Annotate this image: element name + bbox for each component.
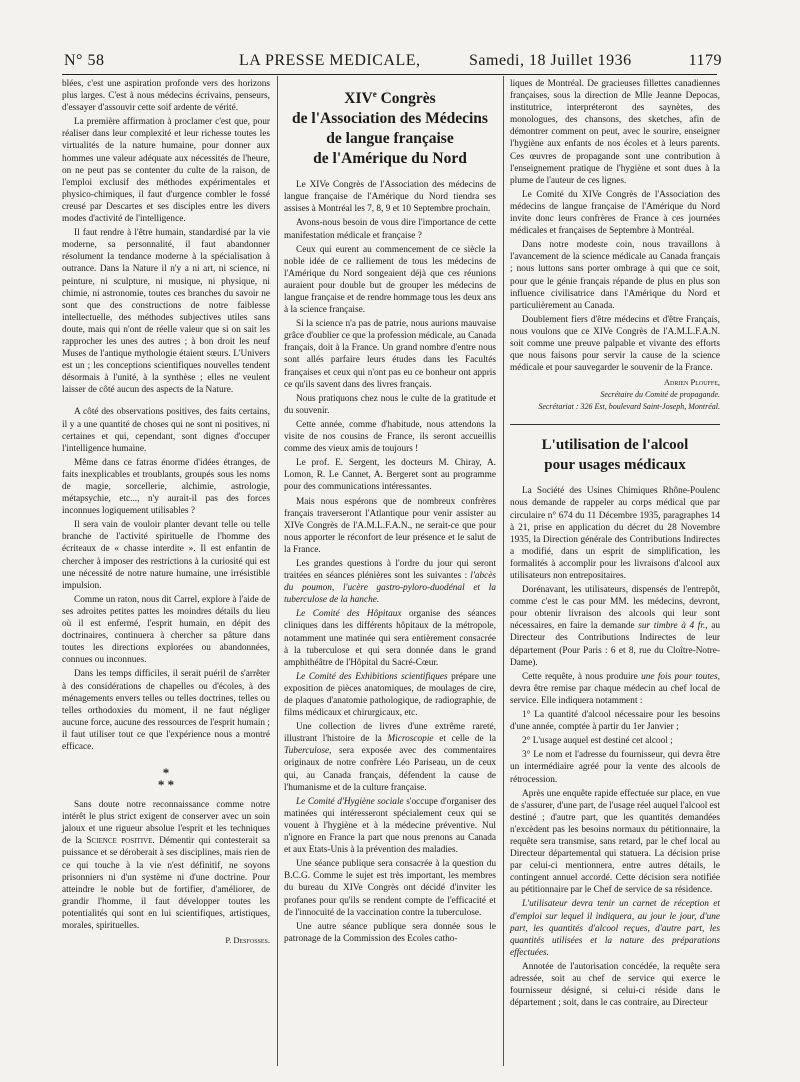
paragraph: Dans les temps difficiles, il serait puéril de s'arrêter à des considérations de chapelles ou d'écoles, à des ménagements envers telles ou telles doctrines, telles ou telles orthodoxies du moment, il ne faut négliger aucune force, aucune des ressources de l'esprit humain ; il faut utiliser tout ce que l'expérience nous a montré efficace.	[62, 669, 270, 752]
paragraph: Une autre séance publique sera donnée sous le patronage de la Commission des Ecoles catho-	[284, 921, 496, 944]
paragraph: A côté des observations positives, des faits certains, il y a une quantité de choses qui ne sont ni positives, ni certaines et qui, cependant, sont dignes d'occuper l'intelligence humaine.	[62, 407, 270, 454]
paragraph: Cette année, comme d'habitude, nous attendons la visite de nos cousins de France, ils seront accueillis comme des vieux amis de toujours !	[284, 419, 496, 455]
paragraph: Après une enquête rapide effectuée sur place, en vue de s'assurer, d'une part, de l'usage réel auquel l'alcool est destiné ; d'autre part, que les quantités demandées n'excèdent pas les besoins normaux du pétitionnaire, la requête sera transmise, sans retard, par le chef local au Directeur départemental qui statuera. La décision prise par celui-ci mentionnera, entre autres détails, le contingent annuel accordé. Cette décision sera notifiée au pétitionnaire par le Chef de service de sa résidence.	[510, 788, 721, 896]
paragraph: Le Comité des Exhibitions scientifiques prépare une exposition de pièces anatomiques, de moulages de cire, de plaques d'anatomie pathologique, de radiographie, de films médicaux et chirurgicaux, etc.	[284, 671, 496, 719]
paragraph: Mais nous espérons que de nombreux confrères français traverseront l'Atlantique pour venir assister au XIVe Congrès de l'A.M.L.F.A.N., ne serait-ce que pour nous apporter le réconfort de leur présence et le salut de la France.	[284, 496, 496, 555]
section-break-stars: * * *	[157, 765, 175, 793]
paragraph: Si la science n'a pas de patrie, nous aurions mauvaise grâce d'oublier ce que la profession médicale, au Canada français, doit à la France. Un grand nombre d'entre nous sont allés parfaire leurs études dans les Facultés françaises et ceux qui n'ont pas eu ce bonheur ont appris ce qu'ils savent dans des livres français.	[284, 319, 496, 390]
column-separator	[503, 76, 504, 1066]
paragraph: Ceux qui eurent au commencement de ce siècle la noble idée de ce ralliement de tous les médecins de l'Amérique du Nord songeaient déjà que ces réunions auraient pour double but de grouper les médecins de langue française et de rendre hommage tous les deux ans à la science française.	[284, 244, 496, 316]
paragraph: Dans notre modeste coin, nous travaillons à l'avancement de la science médicale au Canada français ; nous luttons sans porter ombrage à qui que ce soit, pour que le génie français répande de plus en plus son influence civilisatrice dans l'Amérique du Nord et particulièrement au Canada.	[510, 240, 720, 311]
paragraph: Il faut rendre à l'être humain, standardisé par la vie moderne, sa personnalité, il faut abandonner résolument la tendance moderne à la spécialisation à outrance. Dans la Nature il n'y a ni art, ni science, ni peinture, ni sculpture, ni musique, ni physique, ni chimie, ni astronomie, toutes ces branches du savoir ne sont que des constructions de notre faiblesse intellectuelle, des méthodes subjectives utiles sans doute, mais qui n'ont de réelle valeur que si on sait les rapprocher les unes des autres ; à bon droit les neuf Muses de l'antique mythologie étaient sœurs. L'Univers est un ; les conceptions scientifiques nouvelles tendent désormais à l'unité, à la synthèse ; elles ne veulent laisser de côté aucun des aspects de la Nature.	[62, 228, 270, 396]
column-1	[62, 78, 270, 948]
paragraph: Comme un raton, nous dit Carrel, explore à l'aide de ses adroites petites pattes les moindres détails du lieu où il est enfermé, l'esprit humain, en dépit des doctrinaires, continuera à chercher sa pâture dans toutes les directions explorées ou abandonnées, connues ou inconnues.	[62, 594, 270, 666]
paragraph: L'utilisateur devra tenir un carnet de réception et d'emploi sur lequel il indiquera, au jour le jour, d'une part, les quantités d'alcool reçues, d'autre part, les quantités utilisées et la nature des préparations effectuées.	[510, 899, 720, 958]
secretariat-address: Secrétariat : 326 Est, boulevard Saint-Joseph, Montréal.	[538, 402, 720, 412]
paragraph: Sans doute notre reconnaissance comme notre intérêt le plus strict exigent de conserver avec un soin jaloux et une rigueur absolue l'esprit et les techniques de la Science positive. Démentir qui contesterait sa puissance et se déroberait à ses disciplines, mais rien de ce qui touche à la vie n'est définitif, ne soyons prisonniers ni d'un système ni d'une doctrine. Pour atteindre le noble but de fortifier, d'améliorer, de grandir l'homme, il faut développer toutes les potentialités qui sont en lui scientifiques, artistiques, morales, spirituelles.	[62, 800, 270, 931]
paragraph: Annotée de l'autorisation concédée, la requête sera adressée, soit au chef de service qui exerce le fournisseur désigné, si celui-ci réside dans le département ; soit, dans le cas contraire, au Directeur	[510, 961, 720, 1009]
list-item: 3° Le nom et l'adresse du fournisseur, qui devra être un intermédiaire agréé pour la vente des alcools de rétrocession.	[510, 750, 720, 785]
paragraph: Une séance publique sera consacrée à la question du B.C.G. Comme le sujet est très important, les membres du bureau du XIVe Congrès ont décidé d'inviter les profanes pour qu'ils se rendent compte de l'efficacité et de l'innocuité de la vaccination contre la tuberculose.	[284, 859, 496, 918]
author-role: Secrétaire du Comité de propagande.	[600, 390, 720, 400]
paragraph: liques de Montréal. De gracieuses fillettes canadiennes françaises, sous la direction de Mlle Jeanne Depocas, institutrice, interpréteront des saynètes, des monologues, des chansons, des sketches, afin de démontrer comment on peut, avec le sourire, enseigner l'hygiène aux enfants de nos écoles et à leurs parents. Ces œuvres de propagande sont une contribution à l'enseignement pratique de l'hygiène et sont dues à la plume de l'auteur de ces lignes.	[510, 79, 720, 186]
paragraph: Le Comité d'Hygiène sociale s'occupe d'organiser des matinées qui intéresseront spécialement ceux qui se vouent à l'hygiène et à la médecine préventive. Nul n'ignore en France la part que nous prenons au Canada et aux Etats-Unis à la prévention des maladies.	[284, 796, 496, 856]
column-3	[510, 78, 720, 1011]
paragraph: Il sera vain de vouloir planter devant telle ou telle branche de l'activité spirituelle de l'homme des écriteaux de « chasse interdite ». Il est enfantin de chercher à imposer des restrictions à la curiosité qui est une nécessité de notre nature humaine, une irrésistible impulsion.	[62, 520, 270, 591]
paragraph: Le XIVe Congrès de l'Association des médecins de langue française de l'Amérique du Nord tiendra ses assises à Montréal les 7, 8, 9 et 10 Septembre prochain.	[284, 180, 496, 215]
paragraph: Le Comité des Hôpitaux organise des séances cliniques dans les différents hôpitaux de la métropole, notamment une matinée qui sera entièrement consacrée à la tuberculose et qui sera donnée dans le grand amphithéâtre de l'Hôpital du Sacré-Cœur.	[284, 609, 496, 668]
list-item: 1° La quantité d'alcool nécessaire pour les besoins d'une année, comptée à partir du 1er Janvier ;	[510, 710, 720, 733]
issue-date: Samedi, 18 Juillet 1936	[469, 52, 632, 69]
author-signature: Adrien Plouffe,	[663, 377, 720, 388]
paragraph: blées, c'est une aspiration profonde vers des horizons plus larges. C'est à nous médecins écrivains, penseurs, d'essayer d'assouvir cette soif ardente de vérité.	[62, 79, 270, 114]
paragraph: La Société des Usines Chimiques Rhône-Poulenc nous demande de rappeler au corps médical que par circulaire n° 674 du 11 Décembre 1935, paragraphes 14 à 21, prise en application du décret du 28 Novembre 1935, la Direction générale des Contributions Indirectes a modifié, dans un esprit de simplification, les formalités à accomplir pour les livraisons d'alcool aux utilisateurs non entrepositaires.	[510, 486, 720, 581]
paragraph: Le Comité du XIVe Congrès de l'Association des médecins de langue française de l'Amérique du Nord invite donc leurs confrères de France à ces journées médicales et françaises de Septembre à Montréal.	[510, 189, 720, 237]
issue-number: N° 58	[64, 52, 105, 69]
column-2	[284, 78, 496, 947]
paragraph: Le prof. E. Sergent, les docteurs M. Chiray, A. Lomon, R. Le Cannet, A. Bergeret sont au programme pour des communications intéressantes.	[284, 458, 496, 493]
author-signature: P. Desfosses.	[225, 935, 270, 946]
paragraph: Une collection de livres d'une extrême rareté, illustrant l'histoire de la Microscopie et celle de la Tuberculose, sera exposée avec des commentaires originaux de notre confrère Léo Pariseau, un de ceux qui, au Canada français, défendent la cause de l'humanisme et de la culture française.	[284, 722, 496, 793]
article-title: L'utilisation de l'alcool pour usages médicaux	[541, 437, 689, 474]
paragraph: La première affirmation à proclamer c'est que, pour réaliser dans leur complexité et leur richesse toutes les virtualités de la nature humaine, pour donner aux hommes une valeur adéquate aux nécessités de l'heure, on ne peut pas se contenter du culte de la raison, de l'emploi exclusif des méthodes expérimentales et physico-chimiques, il faut d'urgence combler le fossé creusé par Descartes et ses disciples entre les divers modes d'activité de l'intelligence.	[62, 117, 270, 225]
paragraph: Dorénavant, les utilisateurs, dispensés de l'entrepôt, comme c'est le cas pour MM. les médecins, devront, pour obtenir livraison des alcools qui leur sont nécessaires, en faire la demande sur timbre à 4 fr., au Directeur des Contributions Indirectes de leur département (Pour Paris : 6 et 8, rue du Cloître-Notre-Dame).	[510, 585, 721, 668]
paragraph: Les grandes questions à l'ordre du jour qui seront traitées en séances plénières sont les suivantes : l'abcès du poumon, l'ucère gastro-pyloro-duodénal et la tuberculose de la hanche.	[284, 558, 496, 606]
list-item: 2° L'usage auquel est destiné cet alcool ;	[522, 736, 673, 747]
page-header	[64, 50, 722, 72]
header-rule	[62, 74, 717, 75]
paragraph: Doublement fiers d'être médecins et d'être Français, nous voulons que ce XIVe Congrès de l'A.M.L.F.A.N. soit comme une preuve palpable et vivante des efforts que nous faisons pour servir la cause de la science médicale et pour sauvegarder le souvenir de la France.	[510, 314, 720, 374]
paragraph: Cette requête, à nous produire une fois pour toutes, devra être remise par chaque médecin au chef local de service. Elle indiquera notamment :	[510, 671, 720, 706]
article-title: XIVe Congrès de l'Association des Médecins de langue française de l'Amérique du Nord	[292, 89, 488, 168]
article-divider	[510, 424, 720, 425]
column-separator	[277, 76, 278, 1066]
paragraph: Nous pratiquons chez nous le culte de la gratitude et du souvenir.	[284, 393, 496, 416]
paragraph: Même dans ce fatras énorme d'idées étranges, de faits inexplicables et troublants, groupés sous les noms de magie, sorcellerie, alchimie, astrologie, métapsychie, etc..., n'y aurait-il pas des forces inconnues logiquement utilisables ?	[62, 457, 270, 517]
paragraph: Avons-nous besoin de vous dire l'importance de cette manifestation médicale et française ?	[284, 218, 496, 241]
page-number: 1179	[688, 52, 722, 69]
journal-title: LA PRESSE MEDICALE,	[239, 52, 421, 69]
